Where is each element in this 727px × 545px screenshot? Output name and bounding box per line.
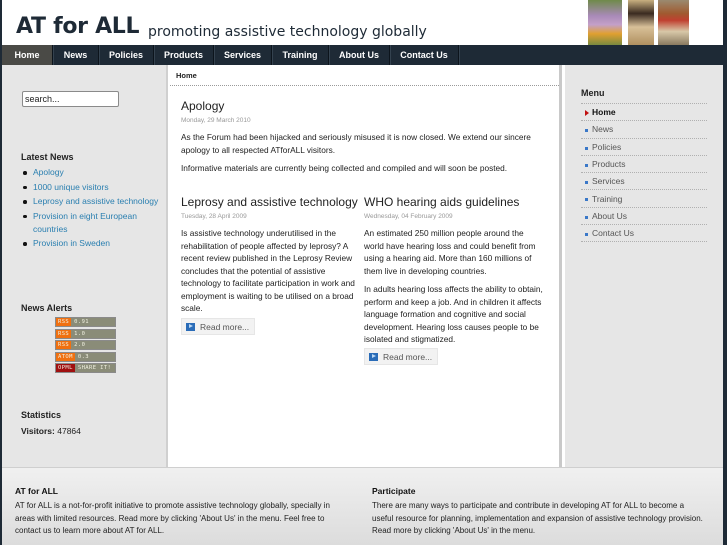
side-menu (581, 103, 707, 242)
rss-091-badge[interactable] (55, 317, 116, 327)
side-menu-item-news[interactable] (581, 121, 707, 138)
site-tagline: promoting assistive technology globally (148, 24, 427, 40)
latest-news-item[interactable]: 1000 unique visitors (21, 181, 161, 194)
menu-label: News (592, 124, 614, 135)
opml-share-badge[interactable] (55, 363, 116, 373)
article-body (181, 227, 357, 321)
article-body (364, 227, 544, 352)
site-title[interactable]: AT for ALL (16, 14, 140, 39)
read-more-label: Read more... (200, 321, 250, 332)
read-more-button[interactable] (181, 318, 255, 335)
side-menu-item-training[interactable] (581, 190, 707, 207)
square-bullet-icon (585, 129, 588, 132)
square-bullet-icon (585, 147, 588, 150)
rss-icon: RSS (58, 330, 70, 337)
featured-article-body (181, 131, 551, 181)
menu-title: Menu (581, 88, 605, 98)
latest-news-item[interactable]: Apology (21, 166, 161, 179)
article-title[interactable]: Leprosy and assistive technology (181, 195, 358, 209)
footer-about-title: AT for ALL (15, 486, 58, 496)
side-menu-item-about-us[interactable] (581, 208, 707, 225)
atom-03-badge[interactable] (55, 352, 116, 362)
latest-news-list (21, 166, 161, 252)
square-bullet-icon (585, 181, 588, 184)
arrow-right-icon (585, 110, 589, 116)
arrow-right-icon (186, 323, 195, 331)
side-menu-item-contact-us[interactable] (581, 225, 707, 242)
breadcrumb[interactable]: Home (176, 71, 197, 80)
featured-article-date: Monday, 29 March 2010 (181, 117, 251, 124)
menu-label: Training (592, 193, 623, 204)
square-bullet-icon (585, 216, 588, 219)
header (2, 0, 723, 45)
side-menu-item-services[interactable] (581, 173, 707, 190)
news-alerts-title: News Alerts (21, 303, 73, 313)
feed-version: 2.0 (74, 342, 86, 348)
visitors-value: 47864 (57, 426, 81, 436)
latest-news-item[interactable]: Leprosy and assistive technology (21, 195, 161, 208)
read-more-button[interactable] (364, 348, 438, 365)
header-photo-child-walker (658, 0, 689, 45)
visitor-count (21, 426, 81, 436)
rss-20-badge[interactable] (55, 340, 116, 350)
side-menu-item-policies[interactable] (581, 139, 707, 156)
arrow-right-icon (369, 353, 378, 361)
nav-training[interactable]: Training (272, 45, 329, 65)
feed-version: SHARE IT! (77, 365, 112, 371)
right-sidebar (565, 65, 723, 467)
left-sidebar (2, 65, 168, 467)
article-date: Wednesday, 04 February 2009 (364, 213, 453, 220)
menu-label: Home (592, 107, 616, 118)
square-bullet-icon (585, 233, 588, 236)
menu-label: Contact Us (592, 228, 635, 239)
visitors-label: Visitors: (21, 426, 55, 436)
nav-products[interactable]: Products (154, 45, 214, 65)
menu-label: Products (592, 159, 626, 170)
menu-label: Policies (592, 141, 622, 152)
rss-icon: RSS (58, 342, 70, 348)
atom-icon: ATOM (58, 353, 73, 360)
featured-article-title[interactable]: Apology (181, 99, 225, 113)
square-bullet-icon (585, 164, 588, 167)
nav-policies[interactable]: Policies (99, 45, 154, 65)
feed-version: 0.91 (74, 319, 89, 325)
feed-version: 0.3 (77, 353, 89, 360)
side-menu-item-home[interactable] (581, 104, 707, 121)
square-bullet-icon (585, 198, 588, 201)
menu-label: About Us (592, 210, 627, 221)
feed-badges (55, 317, 116, 375)
menu-label: Services (592, 176, 625, 187)
nav-about-us[interactable]: About Us (329, 45, 390, 65)
nav-services[interactable]: Services (214, 45, 272, 65)
latest-news-item[interactable]: Provision in Sweden (21, 237, 161, 250)
statistics-title: Statistics (21, 410, 62, 420)
header-photo-wheelchair (588, 0, 622, 45)
main-nav (2, 45, 723, 65)
search-input[interactable] (22, 91, 119, 107)
article-paragraph: In adults hearing loss affects the ability to obtain, perform and keep a job. And in children it affects language formation and cognitive and social development. Hearing loss causes people to be isolated and stigmatized. (364, 284, 543, 344)
article-title[interactable]: WHO hearing aids guidelines (364, 195, 520, 209)
nav-home[interactable]: Home (2, 45, 53, 65)
article-paragraph: Informative materials are currently being collected and compiled and will soon be posted. (181, 163, 508, 173)
footer-about-text: AT for ALL is a not-for-profit initiative to promote assistive technology globally, specially in areas with limited resources. Read more by clicking 'About Us' in the menu. Feel free to contact us to learn more about AT for ALL. (15, 501, 330, 535)
footer-participate-text: There are many ways to participate and contribute in developing AT for ALL to become a useful resource for planning, implementation and expansion of assistive technology provision. Read more by clicking 'About Us' in the menu. (372, 501, 703, 535)
latest-news-item[interactable]: Provision in eight European countries (21, 210, 161, 236)
article-date: Tuesday, 28 April 2009 (181, 213, 247, 220)
main-content (170, 65, 562, 467)
rss-icon: RSS (58, 319, 70, 325)
opml-icon: OPML (58, 365, 73, 371)
feed-version: 1.0 (74, 330, 86, 337)
article-paragraph: As the Forum had been hijacked and seriously misused it is now closed. We extend our sincere apology to all respected ATforALL visitors. (181, 132, 531, 155)
latest-news-title: Latest News (21, 152, 74, 162)
side-menu-item-products[interactable] (581, 156, 707, 173)
header-photo-walker (628, 0, 654, 45)
nav-contact-us[interactable]: Contact Us (390, 45, 459, 65)
nav-news[interactable]: News (53, 45, 99, 65)
article-paragraph: Is assistive technology underutilised in the rehabilitation of people affected by leprosy? A recent review published in the Leprosy Review concludes that the potential of assistive technology to facilitate participation in work and employment is waiting to be utilised on a broad scale. (181, 228, 355, 313)
rss-10-badge[interactable] (55, 329, 116, 339)
read-more-label: Read more... (383, 351, 433, 362)
footer (2, 467, 723, 545)
footer-participate-title: Participate (372, 486, 416, 496)
article-paragraph: An estimated 250 million people around the world have hearing loss and could benefit from using a hearing aid. More than 160 millions of them live in developing countries. (364, 228, 536, 276)
breadcrumb-divider (170, 85, 559, 86)
